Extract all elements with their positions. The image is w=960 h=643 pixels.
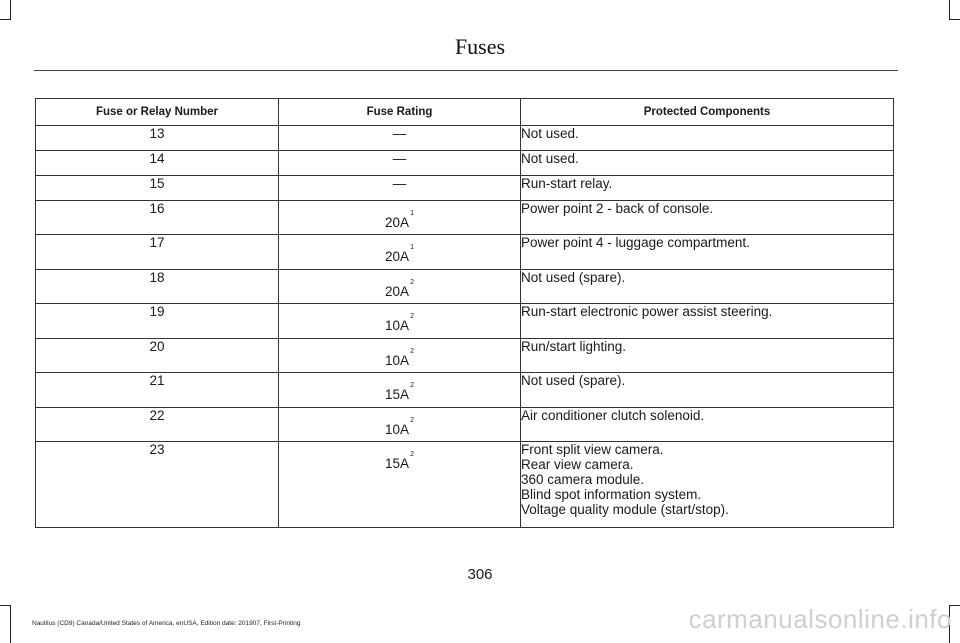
table-row (36, 270, 894, 304)
fuse-rating (279, 304, 521, 339)
column-header-rating: Fuse Rating (279, 99, 521, 126)
fuse-number: 17 (36, 235, 279, 270)
fuse-rating-value: 10A (385, 422, 410, 437)
fuse-rating-value: 20A (385, 284, 410, 299)
protected-components (521, 270, 894, 304)
table-row (36, 126, 894, 151)
fuse-rating-value: 15A (385, 387, 410, 402)
column-header-components: Protected Components (521, 99, 894, 126)
component-line: Not used (spare). (521, 373, 626, 388)
crop-mark-top-left-v (10, 0, 11, 20)
component-line: Rear view camera. (521, 457, 634, 472)
component-line: Power point 2 - back of console. (521, 201, 714, 216)
fuse-rating (279, 339, 521, 373)
protected-components (521, 126, 894, 151)
table-row (36, 408, 894, 442)
table-row (36, 201, 894, 235)
crop-mark-bottom-left-h (0, 605, 11, 606)
title-divider (34, 70, 898, 71)
page-title: Fuses (454, 34, 506, 59)
component-line: Power point 4 - luggage compartment. (521, 235, 750, 250)
fuse-rating (279, 408, 521, 442)
footnote-marker: 1 (410, 210, 414, 217)
fuse-rating (279, 201, 521, 235)
footnote-marker: 2 (410, 279, 414, 286)
footnote-marker: 1 (410, 244, 414, 251)
fuse-rating-value: 20A (385, 215, 410, 230)
component-line: Not used. (521, 151, 579, 166)
fuse-rating (279, 442, 521, 528)
page-number: 306 (467, 566, 493, 583)
watermark: carmanualsonline.info (688, 604, 952, 634)
table-row (36, 151, 894, 176)
fuse-rating (279, 373, 521, 408)
fuse-rating-value: — (392, 176, 407, 191)
component-line: Run-start electronic power assist steering. (521, 304, 773, 319)
protected-components (521, 201, 894, 235)
fuse-rating (279, 176, 521, 201)
protected-components (521, 235, 894, 270)
table-row (36, 235, 894, 270)
fuse-rating-value: 15A (385, 456, 410, 471)
component-line: Air conditioner clutch solenoid. (521, 408, 705, 423)
protected-components (521, 408, 894, 442)
crop-mark-top-right-v (949, 0, 950, 20)
footnote-marker: 2 (410, 348, 414, 355)
component-line: Not used (spare). (521, 270, 626, 285)
fuse-number: 15 (36, 176, 279, 201)
component-line: Run/start lighting. (521, 339, 627, 354)
table-row (36, 339, 894, 373)
fuse-rating-value: 10A (385, 353, 410, 368)
fuse-number: 20 (36, 339, 279, 373)
component-line: Run-start relay. (521, 176, 613, 191)
fuse-number: 21 (36, 373, 279, 408)
crop-mark-top-right-h (949, 19, 960, 20)
fuse-number: 13 (36, 126, 279, 151)
footnote-marker: 2 (410, 382, 414, 389)
protected-components (521, 442, 894, 528)
fuse-table (35, 98, 894, 528)
table-row (36, 304, 894, 339)
protected-components (521, 339, 894, 373)
column-header-number: Fuse or Relay Number (36, 99, 279, 126)
fuse-rating (279, 235, 521, 270)
protected-components (521, 151, 894, 176)
protected-components (521, 304, 894, 339)
fuse-rating (279, 126, 521, 151)
component-line: 360 camera module. (521, 472, 645, 487)
footnote-marker: 2 (410, 451, 414, 458)
fuse-number: 19 (36, 304, 279, 339)
component-line: Blind spot information system. (521, 487, 702, 502)
table-header-row (36, 99, 894, 126)
fuse-number: 16 (36, 201, 279, 235)
fuse-rating (279, 151, 521, 176)
fuse-number: 14 (36, 151, 279, 176)
table-row (36, 176, 894, 201)
table-row (36, 373, 894, 408)
crop-mark-top-left-h (0, 19, 11, 20)
fuse-number: 18 (36, 270, 279, 304)
crop-mark-bottom-left-v (10, 605, 11, 643)
fuse-rating-value: — (392, 126, 407, 141)
fuse-rating (279, 270, 521, 304)
fuse-rating-value: 20A (385, 249, 410, 264)
edition-footer: Nautilus (CD9) Canada/United States of America, enUSA, Edition date: 201907, First-Printing (32, 620, 301, 627)
component-line: Voltage quality module (start/stop). (521, 502, 729, 517)
component-line: Not used. (521, 126, 579, 141)
fuse-rating-value: — (392, 151, 407, 166)
footnote-marker: 2 (410, 417, 414, 424)
footnote-marker: 2 (410, 313, 414, 320)
fuse-number: 23 (36, 442, 279, 528)
fuse-rating-value: 10A (385, 318, 410, 333)
fuse-number: 22 (36, 408, 279, 442)
component-line: Front split view camera. (521, 442, 664, 457)
table-row (36, 442, 894, 528)
protected-components (521, 373, 894, 408)
protected-components (521, 176, 894, 201)
